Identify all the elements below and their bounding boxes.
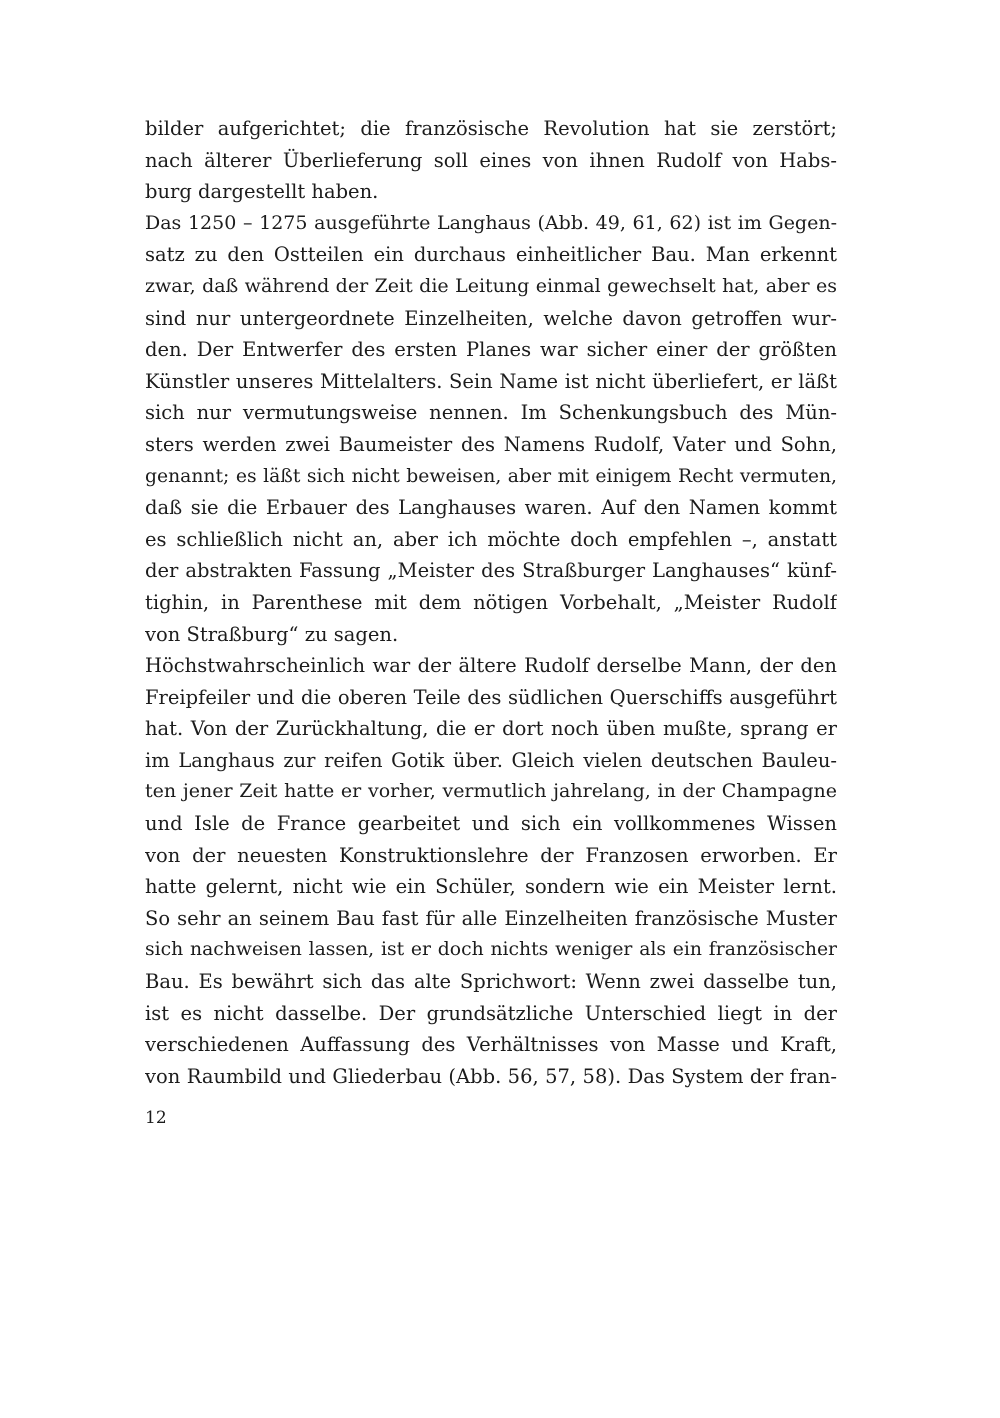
text-line: Höchstwahrscheinlich war der ältere Rudolf derselbe Mann, der den bbox=[145, 654, 837, 678]
text-line: ten jener Zeit hatte er vorher, vermutlich jahrelang, in der Champagne bbox=[145, 780, 837, 803]
text-line: hat. Von der Zurückhaltung, die er dort noch üben mußte, sprang er bbox=[145, 717, 837, 741]
body-text bbox=[145, 113, 837, 1092]
text-line: verschiedenen Auffassung des Verhältnisses von Masse und Kraft, bbox=[145, 1033, 837, 1057]
page-number: 12 bbox=[145, 1108, 167, 1128]
text-line: Freipfeiler und die oberen Teile des südlichen Querschiffs ausgeführt bbox=[145, 685, 837, 709]
text-line: ist es nicht dasselbe. Der grundsätzliche Unterschied liegt in der bbox=[145, 1001, 837, 1025]
text-line: Künstler unseres Mittelalters. Sein Name ist nicht überliefert, er läßt bbox=[145, 369, 837, 393]
text-line: zwar, daß während der Zeit die Leitung einmal gewechselt hat, aber es bbox=[145, 274, 837, 297]
text-line: So sehr an seinem Bau fast für alle Einzelheiten französische Muster bbox=[145, 906, 837, 930]
text-line: der abstrakten Fassung „Meister des Straßburger Langhauses“ künf- bbox=[145, 559, 837, 583]
text-line: sich nur vermutungsweise nennen. Im Schenkungsbuch des Mün- bbox=[145, 401, 837, 425]
text-line: sind nur untergeordnete Einzelheiten, welche davon getroffen wur- bbox=[145, 306, 837, 330]
text-line: sters werden zwei Baumeister des Namens Rudolf, Vater und Sohn, bbox=[145, 432, 837, 456]
text-line: den. Der Entwerfer des ersten Planes war sicher einer der größten bbox=[145, 338, 837, 362]
text-line: von Straßburg“ zu sagen. bbox=[145, 622, 399, 646]
text-line: im Langhaus zur reifen Gotik über. Gleich vielen deutschen Bauleu- bbox=[145, 748, 837, 772]
text-line: von Raumbild und Gliederbau (Abb. 56, 57, 58). Das System der fran- bbox=[145, 1064, 837, 1088]
text-line: es schließlich nicht an, aber ich möchte doch empfehlen –, anstatt bbox=[145, 527, 837, 551]
text-line: tighin, in Parenthese mit dem nötigen Vorbehalt, „Meister Rudolf bbox=[145, 590, 837, 614]
text-line: Das 1250 – 1275 ausgeführte Langhaus (Abb. 49, 61, 62) ist im Gegen- bbox=[145, 211, 837, 234]
text-line: von der neuesten Konstruktionslehre der Franzosen erworben. Er bbox=[145, 843, 837, 867]
text-line: und Isle de France gearbeitet und sich ein vollkommenes Wissen bbox=[145, 812, 837, 836]
text-line: hatte gelernt, nicht wie ein Schüler, sondern wie ein Meister lernt. bbox=[145, 875, 837, 899]
text-line: nach älterer Überlieferung soll eines von ihnen Rudolf von Habs- bbox=[145, 148, 837, 172]
text-line: Bau. Es bewährt sich das alte Sprichwort: Wenn zwei dasselbe tun, bbox=[145, 970, 837, 994]
text-line: daß sie die Erbauer des Langhauses waren. Auf den Namen kommt bbox=[145, 496, 837, 520]
text-line: bilder aufgerichtet; die französische Revolution hat sie zerstört; bbox=[145, 117, 837, 140]
text-line: burg dargestellt haben. bbox=[145, 180, 379, 204]
text-line: satz zu den Ostteilen ein durchaus einheitlicher Bau. Man erkennt bbox=[145, 243, 837, 267]
text-line: genannt; es läßt sich nicht beweisen, aber mit einigem Recht vermuten, bbox=[145, 465, 837, 487]
text-line: sich nachweisen lassen, ist er doch nichts weniger als ein französischer bbox=[145, 939, 837, 961]
